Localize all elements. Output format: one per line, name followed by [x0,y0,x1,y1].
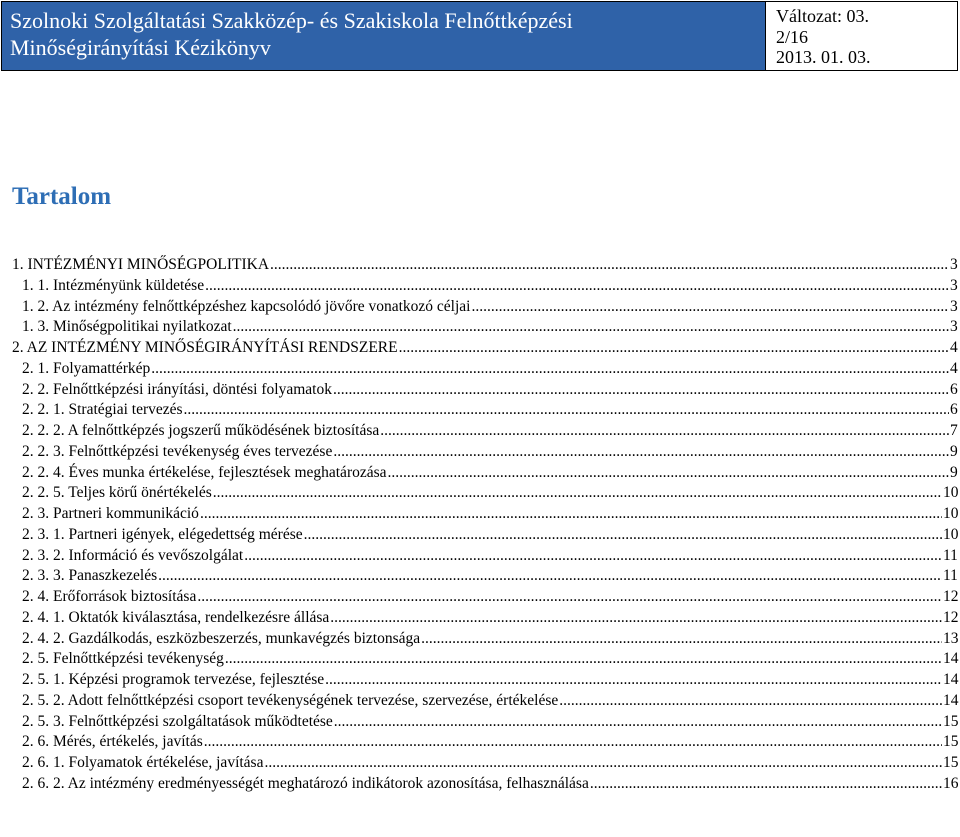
toc-entry-page: 11 [943,567,958,585]
toc-entry-page: 14 [943,671,959,688]
toc-entry-page: 3 [950,256,958,273]
toc-leader-dots [330,608,942,629]
toc-entry[interactable] [12,400,960,421]
toc-leader-dots [325,670,942,691]
toc-leader-dots [197,587,942,608]
toc-entry-label: 2. 6. 2. Az intézmény eredményességét meghatározó indikátorok azonosítása, felhasználása [22,774,589,792]
toc-leader-dots [304,525,942,546]
toc-entry-label: 2. 4. 2. Gazdálkodás, eszközbeszerzés, munkavégzés biztonsága [22,629,421,647]
toc-entry[interactable] [12,297,960,318]
toc-entry-label: 2. 6. 1. Folyamatok értékelése, javítása [22,754,264,771]
toc-leader-dots [559,691,942,712]
toc-entry-page: 4 [950,359,958,377]
toc-entry-label: 2. 2. 4. Éves munka értékelése, fejlesztések meghatározása [22,463,387,481]
toc-entry-label: 2. 5. 2. Adott felnőttképzési csoport tevékenységének tervezése, szervezése, értékelése [22,691,559,709]
toc-entry-label: 2. 2. 5. Teljes körű önértékelés [22,484,212,502]
toc-entry-label: 2. 3. 1. Partneri igények, elégedettség mérése [22,525,303,543]
toc-leader-dots [472,297,950,318]
toc-title: Tartalom [12,183,112,210]
toc-entry[interactable] [12,587,960,608]
toc-leader-dots [590,774,942,795]
toc-entry-page: 3 [950,318,958,336]
toc-leader-dots [204,732,942,753]
toc-leader-dots [380,421,949,442]
toc-entry-label: 1. 2. Az intézmény felnőttképzéshez kapcsolódó jövőre vonatkozó céljai [22,297,471,315]
manual-name: Minőségirányítási Kézikönyv [10,35,271,60]
toc-leader-dots [225,649,942,670]
table-of-contents [12,255,960,795]
toc-entry-label: 2. 5. 3. Felnőttképzési szolgáltatások működtetése [22,712,333,730]
toc-entry-page: 10 [943,484,959,502]
toc-entry[interactable] [12,629,960,650]
toc-entry-label: 2. 2. Felnőttképzési irányítási, döntési folyamatok [22,380,332,398]
toc-entry-label: 2. AZ INTÉZMÉNY MINŐSÉGIRÁNYÍTÁSI RENDSZERE [12,339,398,356]
page-number: 2/16 [776,26,809,47]
toc-leader-dots [264,753,942,774]
document-header [1,1,958,71]
toc-leader-dots [421,629,942,650]
toc-entry[interactable] [12,359,960,380]
header-meta-block [766,2,957,70]
toc-entry[interactable] [12,753,960,774]
toc-entry[interactable] [12,525,960,546]
toc-entry-label: 2. 5. 1. Képzési programok tervezése, fejlesztése [22,671,325,688]
toc-entry-label: 1. INTÉZMÉNYI MINŐSÉGPOLITIKA [12,256,270,273]
toc-entry[interactable] [12,712,960,733]
toc-entry-page: 9 [950,442,958,460]
toc-entry-page: 10 [943,525,959,543]
toc-entry-page: 9 [950,463,958,481]
toc-entry[interactable] [12,774,960,795]
toc-entry[interactable] [12,380,960,401]
toc-entry[interactable] [12,317,960,338]
toc-entry-label: 2. 5. Felnőttképzési tevékenység [22,650,224,668]
toc-entry-page: 6 [950,380,958,398]
toc-entry[interactable] [12,546,960,567]
toc-entry-label: 2. 2. 2. A felnőttképzés jogszerű működésének biztosítása [22,422,380,439]
toc-entry-label: 2. 3. 3. Panaszkezelés [22,567,158,585]
toc-leader-dots [151,359,949,380]
toc-entry[interactable] [12,504,960,525]
toc-entry[interactable] [12,670,960,691]
toc-entry[interactable] [12,276,960,297]
toc-entry-label: 2. 6. Mérés, értékelés, javítás [22,733,203,751]
toc-entry-label: 1. 1. Intézményünk küldetése [22,276,205,294]
toc-entry-page: 16 [943,774,959,792]
toc-entry[interactable] [12,691,960,712]
toc-entry-label: 1. 3. Minőségpolitikai nyilatkozat [22,318,232,336]
toc-entry[interactable] [12,338,960,359]
toc-entry-label: 2. 3. Partneri kommunikáció [22,505,199,522]
toc-entry-page: 14 [943,691,959,709]
toc-entry-page: 12 [943,588,959,605]
toc-entry-page: 6 [950,401,958,419]
toc-leader-dots [233,317,949,338]
toc-entry-label: 2. 1. Folyamattérkép [22,359,151,377]
toc-entry[interactable] [12,421,960,442]
toc-entry-page: 3 [950,276,958,294]
toc-entry[interactable] [12,608,960,629]
toc-entry-page: 10 [943,505,959,522]
toc-leader-dots [213,483,942,504]
toc-entry-label: 2. 2. 3. Felnőttképzési tevékenység éves tervezése [22,442,333,460]
toc-entry-page: 13 [943,629,959,647]
version-label: Változat: 03. [776,6,869,26]
toc-entry[interactable] [12,483,960,504]
toc-entry-page: 14 [943,650,959,668]
toc-entry-label: 2. 4. Erőforrások biztosítása [22,588,197,605]
toc-entry-page: 15 [943,733,959,751]
toc-leader-dots [244,546,942,567]
toc-entry[interactable] [12,732,960,753]
toc-leader-dots [334,712,942,733]
toc-leader-dots [333,380,949,401]
toc-entry-page: 15 [943,754,959,771]
header-title-block [2,2,766,70]
toc-leader-dots [205,276,949,297]
toc-leader-dots [270,255,949,276]
toc-entry-page: 15 [943,712,959,730]
toc-leader-dots [388,463,949,484]
toc-entry[interactable] [12,566,960,587]
toc-entry[interactable] [12,255,960,276]
toc-leader-dots [184,400,949,421]
toc-entry-page: 12 [943,608,959,626]
toc-entry-label: 2. 2. 1. Stratégiai tervezés [22,401,183,419]
toc-entry[interactable] [12,649,960,670]
toc-leader-dots [333,442,949,463]
toc-entry-page: 7 [950,422,958,439]
toc-entry-page: 4 [950,339,958,356]
toc-entry-label: 2. 4. 1. Oktatók kiválasztása, rendelkezésre állása [22,608,330,626]
toc-leader-dots [158,566,942,587]
toc-entry[interactable] [12,442,960,463]
toc-leader-dots [399,338,949,359]
toc-entry-page: 3 [950,297,958,315]
toc-entry-label: 2. 3. 2. Információ és vevőszolgálat [22,546,244,564]
toc-leader-dots [200,504,942,525]
toc-entry[interactable] [12,463,960,484]
school-name: Szolnoki Szolgáltatási Szakközép- és Szakiskola Felnőttképzési [10,8,573,33]
document-date: 2013. 01. 03. [776,47,871,67]
toc-entry-page: 11 [943,546,958,564]
